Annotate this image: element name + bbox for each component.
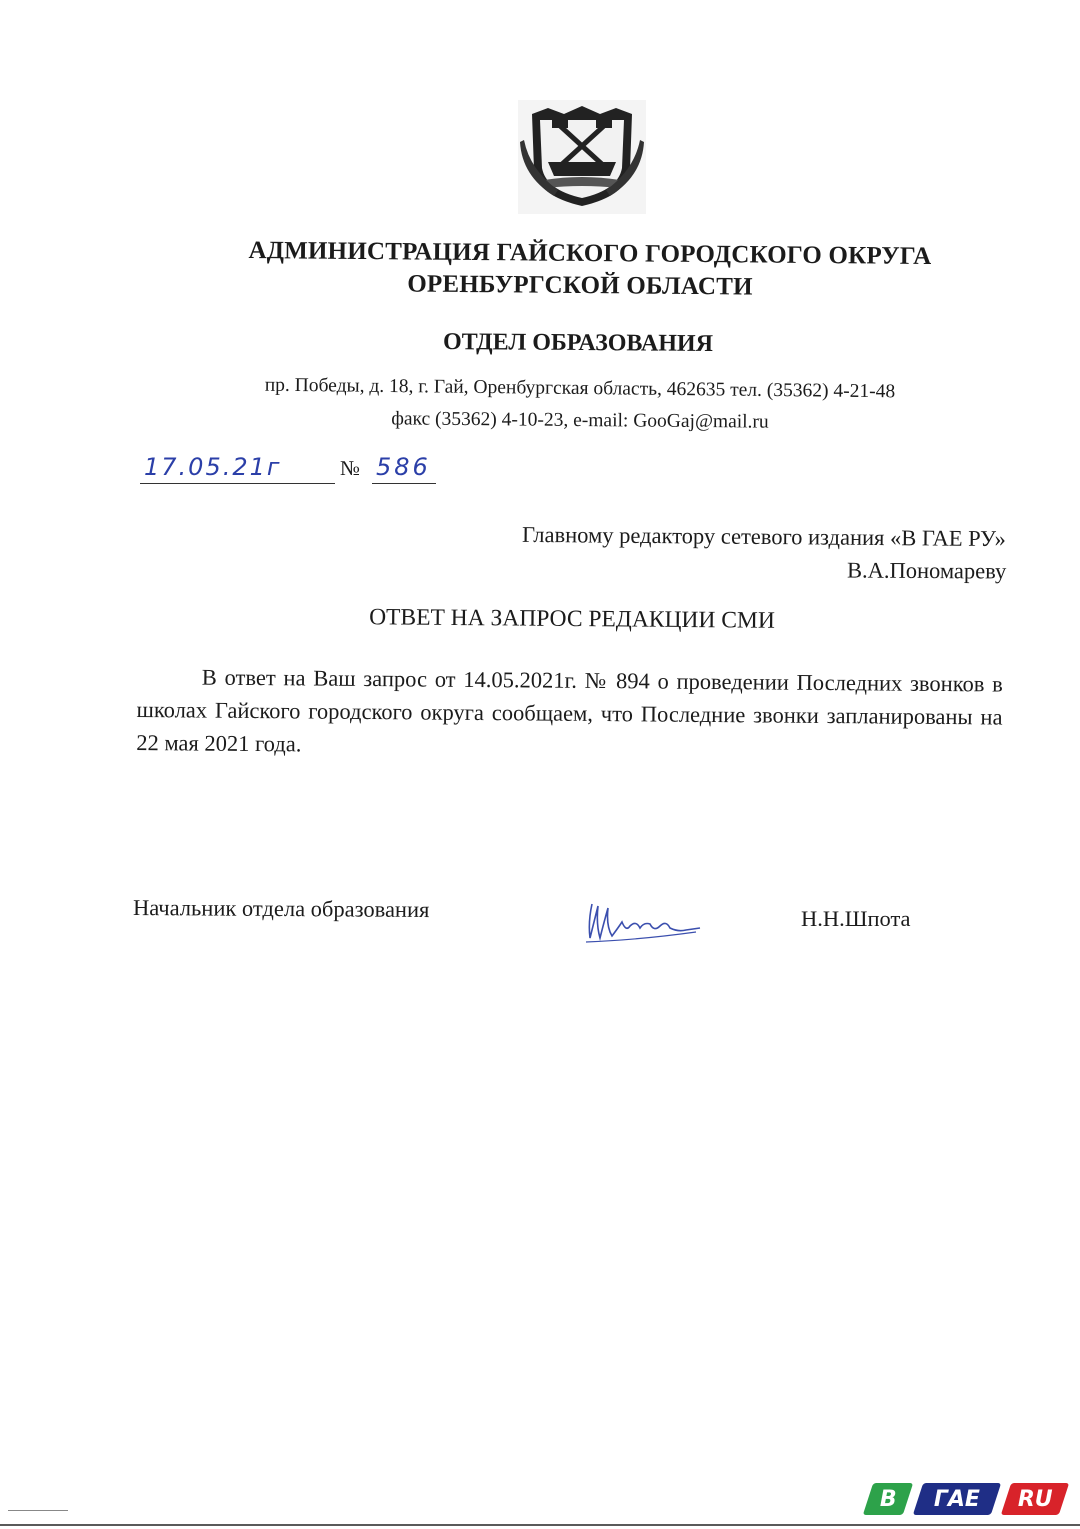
- handwritten-signature: [578, 892, 708, 952]
- signatory-position: Начальник отдела образования: [132, 894, 430, 923]
- body-paragraph: В ответ на Ваш запрос от 14.05.2021г. № 894 о проведении Последних звонков в школах Гайского городского округа сообщаем, что Последние звонки запланированы на 22 мая 2021 года.: [136, 664, 1003, 757]
- handwritten-number: 586: [372, 452, 436, 484]
- addressee-line1: Главному редактору сетевого издания «В ГАЕ РУ»: [522, 521, 1007, 552]
- logo-part-v: В: [863, 1483, 913, 1515]
- signatory-name: Н.Н.Шпота: [801, 906, 911, 931]
- document-title: ОТВЕТ НА ЗАПРОС РЕДАКЦИИ СМИ: [369, 604, 775, 634]
- address-line2: факс (35362) 4-10-23, e-mail: GooGaj@mail.ru: [391, 408, 769, 433]
- coat-of-arms-icon: [518, 100, 646, 214]
- org-name-line2: ОРЕНБУРГСКОЙ ОБЛАСТИ: [407, 270, 753, 301]
- number-sign: №: [340, 456, 361, 480]
- registration-line: [140, 452, 450, 492]
- handwritten-date: 17.05.21г: [140, 452, 335, 484]
- bottom-edge: [0, 1524, 1080, 1526]
- logo-part-gae: ГАЕ: [913, 1483, 1001, 1515]
- site-logo: [862, 1479, 1072, 1521]
- address-line1: пр. Победы, д. 18, г. Гай, Оренбургская область, 462635 тел. (35362) 4-21-48: [264, 374, 896, 403]
- scan-mark: [8, 1510, 68, 1511]
- addressee-line2: В.А.Пономареву: [846, 557, 1007, 584]
- logo-part-ru: RU: [1001, 1483, 1069, 1515]
- department-name: ОТДЕЛ ОБРАЗОВАНИЯ: [442, 329, 714, 357]
- org-name-line1: АДМИНИСТРАЦИЯ ГАЙСКОГО ГОРОДСКОГО ОКРУГА: [248, 237, 932, 270]
- document-body: [136, 660, 1003, 767]
